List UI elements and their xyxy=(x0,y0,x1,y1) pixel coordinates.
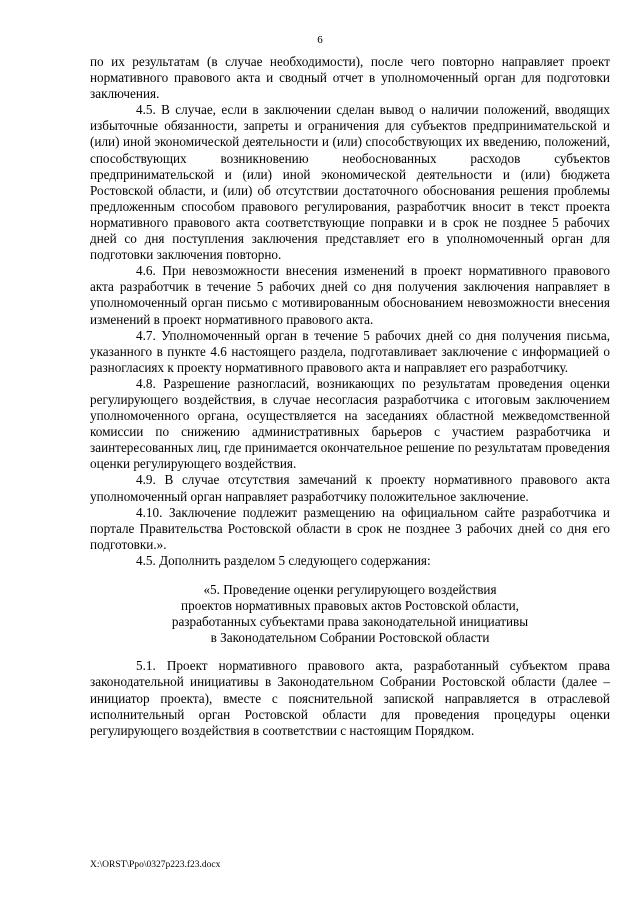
paragraph-5-1: 5.1. Проект нормативного правового акта, разработанный субъектом права законодательной инициативы в Законодательном Собрании Ростовской области (далее – инициатор проекта), вместе с пояснительной запиской направляется в отраслевой исполнительный орган Ростовской области для проведения процедуры оценки регулирующего воздействия в соответствии с настоящим Порядком. xyxy=(90,658,610,738)
paragraph-4-8: 4.8. Разрешение разногласий, возникающих по результатам проведения оценки регулирующего воздействия, в случае несогласия разработчика с итоговым заключением уполномоченного органа, осуществляется на заседаниях областной межведомственной комиссии по снижению административных барьеров с участием разработчика и заинтересованных лиц, где принимается окончательное решение по результатам проведения оценки регулирующего воздействия. xyxy=(90,375,610,472)
paragraph-4-5-conclusion: 4.5. В случае, если в заключении сделан вывод о наличии положений, вводящих избыточные обязанности, запреты и ограничения для субъектов предпринимательской и (или) иной экономической деятельности и (или) способствующих их введению, положений, способствующих возникновению необоснованных расходов субъектов предпринимательской и (или) иной экономической деятельности и (или) бюджета Ростовской области, и (или) об отсутствии достаточного обоснования решения проблемы предложенным способом правового регулирования, разработчик вносит в текст проекта нормативного правового акта соответствующие поправки и в срок не позднее 5 рабочих дней со дня поступления заключения представляет его в уполномоченный орган для подготовки заключения повторно. xyxy=(90,102,610,263)
section-heading-line: «5. Проведение оценки регулирующего воздействия xyxy=(203,582,497,597)
section-heading-line: в Законодательном Собрании Ростовской области xyxy=(210,630,490,646)
paragraph-continuation: по их результатам (в случае необходимости), после чего повторно направляет проект нормативного правового акта и сводный отчет в уполномоченный орган для подготовки заключения. xyxy=(90,54,610,102)
footer-file-path: X:\ORST\Ppo\0327p223.f23.docx xyxy=(90,860,221,870)
paragraph-4-7: 4.7. Уполномоченный орган в течение 5 рабочих дней со дня получения письма, указанного в пункте 4.6 настоящего раздела, подготавливает заключение с информацией о разногласиях к проекту нормативного правового акта и направляет его разработчику. xyxy=(90,327,610,375)
paragraph-4-9: 4.9. В случае отсутствия замечаний к проекту нормативного правового акта уполномоченный орган направляет разработчику положительное заключение. xyxy=(90,472,610,504)
section-5-heading xyxy=(90,582,610,646)
paragraph-4-5-amendment: 4.5. Дополнить разделом 5 следующего содержания: xyxy=(136,552,431,568)
paragraph-4-10: 4.10. Заключение подлежит размещению на официальном сайте разработчика и портале Правительства Ростовской области в срок не позднее 3 рабочих дней со дня его подготовки.». xyxy=(90,504,610,552)
section-heading-line: разработанных субъектами права законодательной инициативы xyxy=(171,614,529,630)
document-body xyxy=(90,54,610,739)
paragraph-4-6: 4.6. При невозможности внесения изменений в проект нормативного правового акта разработчик в течение 5 рабочих дней со дня получения заключения направляет в уполномоченный орган письмо с мотивированным обоснованием невозможности внесения изменений в проект нормативного правового акта. xyxy=(90,263,610,327)
page-number: 6 xyxy=(317,34,323,46)
section-heading-line: проектов нормативных правовых актов Ростовской области, xyxy=(181,598,519,614)
